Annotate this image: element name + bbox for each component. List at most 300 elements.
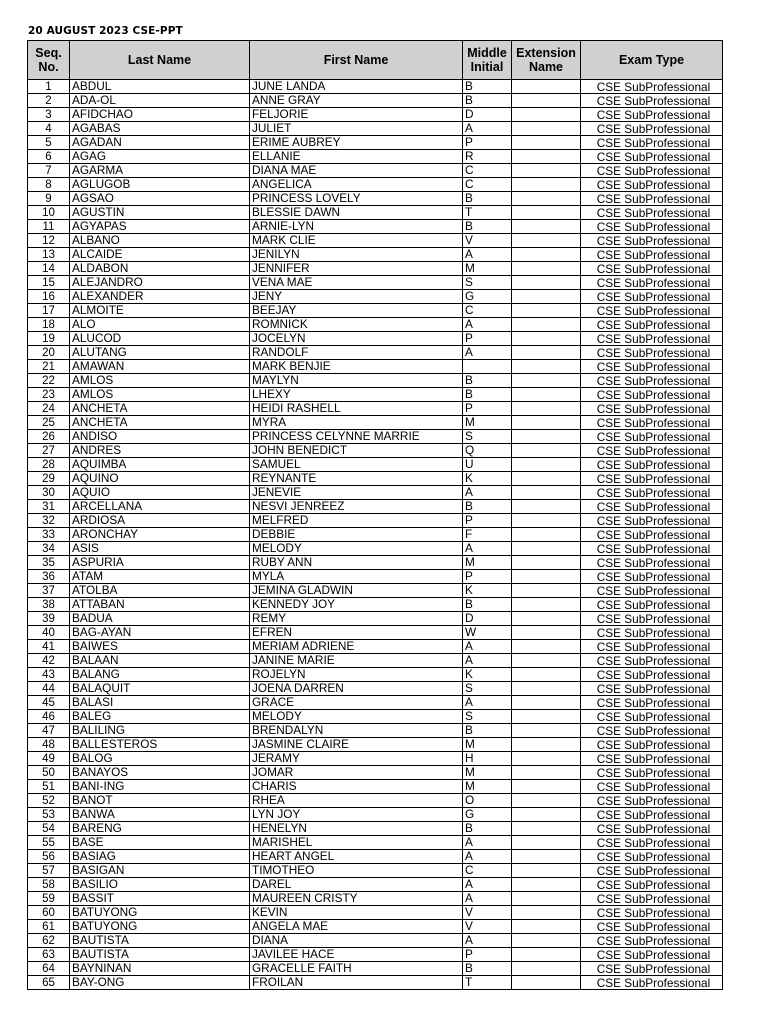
table-row	[28, 262, 723, 276]
first-name-cell: VENA MAE	[250, 276, 463, 290]
exam-type-cell: CSE SubProfessional	[581, 850, 723, 864]
table-row	[28, 304, 723, 318]
table-row	[28, 836, 723, 850]
first-name-cell: JEMINA GLADWIN	[250, 584, 463, 598]
exam-type-cell: CSE SubProfessional	[581, 752, 723, 766]
seq-cell: 29	[28, 472, 70, 486]
extension-name-cell	[512, 430, 581, 444]
extension-name-cell	[512, 318, 581, 332]
exam-type-cell: CSE SubProfessional	[581, 500, 723, 514]
extension-name-cell	[512, 94, 581, 108]
seq-cell: 54	[28, 822, 70, 836]
exam-type-cell: CSE SubProfessional	[581, 388, 723, 402]
header-first-name: First Name	[250, 41, 463, 80]
header-seq-line1: Seq.	[35, 46, 62, 60]
seq-cell: 12	[28, 234, 70, 248]
exam-type-cell: CSE SubProfessional	[581, 976, 723, 990]
first-name-cell: JUNE LANDA	[250, 80, 463, 94]
table-row	[28, 444, 723, 458]
seq-cell: 5	[28, 136, 70, 150]
extension-name-cell	[512, 136, 581, 150]
middle-initial-cell: M	[463, 416, 512, 430]
last-name-cell: AQUINO	[70, 472, 250, 486]
last-name-cell: AQUIMBA	[70, 458, 250, 472]
middle-initial-cell: M	[463, 262, 512, 276]
table-row	[28, 808, 723, 822]
seq-cell: 21	[28, 360, 70, 374]
middle-initial-cell: P	[463, 402, 512, 416]
extension-name-cell	[512, 794, 581, 808]
exam-type-cell: CSE SubProfessional	[581, 682, 723, 696]
last-name-cell: BASIAG	[70, 850, 250, 864]
seq-cell: 44	[28, 682, 70, 696]
first-name-cell: JOCELYN	[250, 332, 463, 346]
first-name-cell: ARNIE-LYN	[250, 220, 463, 234]
last-name-cell: AGARMA	[70, 164, 250, 178]
table-row	[28, 458, 723, 472]
middle-initial-cell: A	[463, 346, 512, 360]
middle-initial-cell: A	[463, 654, 512, 668]
extension-name-cell	[512, 626, 581, 640]
table-row	[28, 542, 723, 556]
table-row	[28, 906, 723, 920]
middle-initial-cell: M	[463, 738, 512, 752]
extension-name-cell	[512, 920, 581, 934]
middle-initial-cell: C	[463, 304, 512, 318]
last-name-cell: ANDRES	[70, 444, 250, 458]
exam-type-cell: CSE SubProfessional	[581, 948, 723, 962]
extension-name-cell	[512, 934, 581, 948]
extension-name-cell	[512, 752, 581, 766]
extension-name-cell	[512, 654, 581, 668]
extension-name-cell	[512, 892, 581, 906]
exam-type-cell: CSE SubProfessional	[581, 192, 723, 206]
seq-cell: 53	[28, 808, 70, 822]
extension-name-cell	[512, 458, 581, 472]
table-row	[28, 864, 723, 878]
last-name-cell: ATOLBA	[70, 584, 250, 598]
extension-name-cell	[512, 640, 581, 654]
exam-type-cell: CSE SubProfessional	[581, 934, 723, 948]
extension-name-cell	[512, 976, 581, 990]
seq-cell: 23	[28, 388, 70, 402]
last-name-cell: AFIDCHAO	[70, 108, 250, 122]
extension-name-cell	[512, 766, 581, 780]
exam-type-cell: CSE SubProfessional	[581, 150, 723, 164]
middle-initial-cell: B	[463, 374, 512, 388]
first-name-cell: REMY	[250, 612, 463, 626]
seq-cell: 39	[28, 612, 70, 626]
table-row	[28, 570, 723, 584]
last-name-cell: BALILING	[70, 724, 250, 738]
middle-initial-cell: C	[463, 164, 512, 178]
first-name-cell: LYN JOY	[250, 808, 463, 822]
table-row	[28, 696, 723, 710]
last-name-cell: AGYAPAS	[70, 220, 250, 234]
first-name-cell: MARK CLIE	[250, 234, 463, 248]
first-name-cell: NESVI JENREEZ	[250, 500, 463, 514]
table-row	[28, 976, 723, 990]
table-row	[28, 430, 723, 444]
exam-type-cell: CSE SubProfessional	[581, 178, 723, 192]
exam-type-cell: CSE SubProfessional	[581, 318, 723, 332]
header-extension-name	[512, 41, 581, 80]
table-row	[28, 192, 723, 206]
table-row	[28, 346, 723, 360]
exam-type-cell: CSE SubProfessional	[581, 248, 723, 262]
table-row	[28, 640, 723, 654]
middle-initial-cell: S	[463, 276, 512, 290]
seq-cell: 4	[28, 122, 70, 136]
first-name-cell: JOHN BENEDICT	[250, 444, 463, 458]
seq-cell: 22	[28, 374, 70, 388]
middle-initial-cell	[463, 360, 512, 374]
last-name-cell: ARONCHAY	[70, 528, 250, 542]
first-name-cell: KEVIN	[250, 906, 463, 920]
table-row	[28, 780, 723, 794]
first-name-cell: MARK BENJIE	[250, 360, 463, 374]
last-name-cell: BAIWES	[70, 640, 250, 654]
seq-cell: 16	[28, 290, 70, 304]
first-name-cell: LHEXY	[250, 388, 463, 402]
last-name-cell: BAUTISTA	[70, 934, 250, 948]
exam-type-cell: CSE SubProfessional	[581, 906, 723, 920]
extension-name-cell	[512, 528, 581, 542]
table-row	[28, 388, 723, 402]
first-name-cell: MELODY	[250, 710, 463, 724]
middle-initial-cell: K	[463, 668, 512, 682]
last-name-cell: BATUYONG	[70, 906, 250, 920]
last-name-cell: ANCHETA	[70, 416, 250, 430]
table-row	[28, 920, 723, 934]
exam-type-cell: CSE SubProfessional	[581, 542, 723, 556]
last-name-cell: BATUYONG	[70, 920, 250, 934]
extension-name-cell	[512, 360, 581, 374]
exam-type-cell: CSE SubProfessional	[581, 836, 723, 850]
seq-cell: 11	[28, 220, 70, 234]
last-name-cell: BANWA	[70, 808, 250, 822]
first-name-cell: ANGELICA	[250, 178, 463, 192]
exam-type-cell: CSE SubProfessional	[581, 346, 723, 360]
last-name-cell: BALASI	[70, 696, 250, 710]
last-name-cell: AQUIO	[70, 486, 250, 500]
table-row	[28, 556, 723, 570]
table-row	[28, 962, 723, 976]
middle-initial-cell: S	[463, 710, 512, 724]
last-name-cell: AGABAS	[70, 122, 250, 136]
middle-initial-cell: B	[463, 220, 512, 234]
seq-cell: 32	[28, 514, 70, 528]
seq-cell: 33	[28, 528, 70, 542]
seq-cell: 59	[28, 892, 70, 906]
table-row	[28, 668, 723, 682]
extension-name-cell	[512, 878, 581, 892]
middle-initial-cell: K	[463, 584, 512, 598]
last-name-cell: ARDIOSA	[70, 514, 250, 528]
middle-initial-cell: V	[463, 234, 512, 248]
seq-cell: 6	[28, 150, 70, 164]
seq-cell: 63	[28, 948, 70, 962]
extension-name-cell	[512, 780, 581, 794]
header-seq-line2: No.	[38, 60, 59, 74]
exam-type-cell: CSE SubProfessional	[581, 528, 723, 542]
document-title: 20 AUGUST 2023 CSE-PPT	[28, 25, 183, 37]
seq-cell: 60	[28, 906, 70, 920]
first-name-cell: FROILAN	[250, 976, 463, 990]
first-name-cell: HENELYN	[250, 822, 463, 836]
seq-cell: 61	[28, 920, 70, 934]
last-name-cell: BASSIT	[70, 892, 250, 906]
middle-initial-cell: T	[463, 206, 512, 220]
seq-cell: 2	[28, 94, 70, 108]
last-name-cell: ADA-OL	[70, 94, 250, 108]
seq-cell: 55	[28, 836, 70, 850]
first-name-cell: ELLANIE	[250, 150, 463, 164]
extension-name-cell	[512, 850, 581, 864]
first-name-cell: DIANA MAE	[250, 164, 463, 178]
table-row	[28, 80, 723, 94]
exam-type-cell: CSE SubProfessional	[581, 598, 723, 612]
table-row	[28, 220, 723, 234]
seq-cell: 28	[28, 458, 70, 472]
first-name-cell: JANINE MARIE	[250, 654, 463, 668]
extension-name-cell	[512, 668, 581, 682]
first-name-cell: JENY	[250, 290, 463, 304]
exam-type-cell: CSE SubProfessional	[581, 920, 723, 934]
middle-initial-cell: H	[463, 752, 512, 766]
first-name-cell: BEEJAY	[250, 304, 463, 318]
middle-initial-cell: A	[463, 122, 512, 136]
last-name-cell: ABDUL	[70, 80, 250, 94]
last-name-cell: BASILIO	[70, 878, 250, 892]
extension-name-cell	[512, 192, 581, 206]
middle-initial-cell: A	[463, 892, 512, 906]
extension-name-cell	[512, 416, 581, 430]
last-name-cell: AGSAO	[70, 192, 250, 206]
first-name-cell: JOMAR	[250, 766, 463, 780]
middle-initial-cell: Q	[463, 444, 512, 458]
extension-name-cell	[512, 178, 581, 192]
seq-cell: 3	[28, 108, 70, 122]
last-name-cell: AGAG	[70, 150, 250, 164]
last-name-cell: BAYNINAN	[70, 962, 250, 976]
extension-name-cell	[512, 948, 581, 962]
extension-name-cell	[512, 710, 581, 724]
extension-name-cell	[512, 598, 581, 612]
last-name-cell: AGUSTIN	[70, 206, 250, 220]
extension-name-cell	[512, 220, 581, 234]
first-name-cell: HEART ANGEL	[250, 850, 463, 864]
first-name-cell: MYRA	[250, 416, 463, 430]
first-name-cell: MELODY	[250, 542, 463, 556]
table-row	[28, 290, 723, 304]
header-last-name: Last Name	[70, 41, 250, 80]
middle-initial-cell: K	[463, 472, 512, 486]
table-row	[28, 178, 723, 192]
extension-name-cell	[512, 402, 581, 416]
middle-initial-cell: W	[463, 626, 512, 640]
middle-initial-cell: F	[463, 528, 512, 542]
first-name-cell: REYNANTE	[250, 472, 463, 486]
last-name-cell: BALLESTEROS	[70, 738, 250, 752]
exam-type-cell: CSE SubProfessional	[581, 136, 723, 150]
middle-initial-cell: R	[463, 150, 512, 164]
exam-type-cell: CSE SubProfessional	[581, 556, 723, 570]
middle-initial-cell: A	[463, 934, 512, 948]
extension-name-cell	[512, 584, 581, 598]
exam-type-cell: CSE SubProfessional	[581, 878, 723, 892]
table-row	[28, 654, 723, 668]
seq-cell: 8	[28, 178, 70, 192]
exam-type-cell: CSE SubProfessional	[581, 640, 723, 654]
first-name-cell: RANDOLF	[250, 346, 463, 360]
last-name-cell: BALOG	[70, 752, 250, 766]
exam-type-cell: CSE SubProfessional	[581, 262, 723, 276]
last-name-cell: AMLOS	[70, 374, 250, 388]
examinee-table	[27, 40, 723, 990]
table-row	[28, 752, 723, 766]
extension-name-cell	[512, 234, 581, 248]
first-name-cell: HEIDI RASHELL	[250, 402, 463, 416]
exam-type-cell: CSE SubProfessional	[581, 430, 723, 444]
middle-initial-cell: G	[463, 808, 512, 822]
exam-type-cell: CSE SubProfessional	[581, 710, 723, 724]
middle-initial-cell: O	[463, 794, 512, 808]
header-extension-line2: Name	[528, 60, 564, 74]
extension-name-cell	[512, 514, 581, 528]
exam-type-cell: CSE SubProfessional	[581, 962, 723, 976]
first-name-cell: DAREL	[250, 878, 463, 892]
seq-cell: 56	[28, 850, 70, 864]
exam-type-cell: CSE SubProfessional	[581, 514, 723, 528]
last-name-cell: ALUTANG	[70, 346, 250, 360]
table-row	[28, 150, 723, 164]
first-name-cell: KENNEDY JOY	[250, 598, 463, 612]
first-name-cell: MYLA	[250, 570, 463, 584]
last-name-cell: BALAQUIT	[70, 682, 250, 696]
first-name-cell: ROJELYN	[250, 668, 463, 682]
table-row	[28, 724, 723, 738]
seq-cell: 24	[28, 402, 70, 416]
middle-initial-cell: A	[463, 318, 512, 332]
seq-cell: 50	[28, 766, 70, 780]
last-name-cell: ALO	[70, 318, 250, 332]
header-middle-line1: Middle	[467, 46, 507, 60]
seq-cell: 62	[28, 934, 70, 948]
seq-cell: 64	[28, 962, 70, 976]
exam-type-cell: CSE SubProfessional	[581, 80, 723, 94]
table-row	[28, 850, 723, 864]
middle-initial-cell: V	[463, 906, 512, 920]
middle-initial-cell: B	[463, 80, 512, 94]
last-name-cell: BADUA	[70, 612, 250, 626]
table-row	[28, 122, 723, 136]
first-name-cell: PRINCESS LOVELY	[250, 192, 463, 206]
middle-initial-cell: P	[463, 136, 512, 150]
seq-cell: 40	[28, 626, 70, 640]
last-name-cell: AGADAN	[70, 136, 250, 150]
middle-initial-cell: A	[463, 640, 512, 654]
middle-initial-cell: M	[463, 780, 512, 794]
table-row	[28, 318, 723, 332]
last-name-cell: BAY-ONG	[70, 976, 250, 990]
exam-type-cell: CSE SubProfessional	[581, 164, 723, 178]
middle-initial-cell: C	[463, 178, 512, 192]
middle-initial-cell: U	[463, 458, 512, 472]
last-name-cell: AMAWAN	[70, 360, 250, 374]
last-name-cell: ALMOITE	[70, 304, 250, 318]
exam-type-cell: CSE SubProfessional	[581, 696, 723, 710]
table-header	[28, 41, 723, 80]
exam-type-cell: CSE SubProfessional	[581, 724, 723, 738]
extension-name-cell	[512, 962, 581, 976]
extension-name-cell	[512, 682, 581, 696]
exam-type-cell: CSE SubProfessional	[581, 570, 723, 584]
first-name-cell: RUBY ANN	[250, 556, 463, 570]
table-row	[28, 738, 723, 752]
middle-initial-cell: A	[463, 696, 512, 710]
middle-initial-cell: P	[463, 332, 512, 346]
table-row	[28, 766, 723, 780]
table-row	[28, 136, 723, 150]
exam-type-cell: CSE SubProfessional	[581, 892, 723, 906]
middle-initial-cell: B	[463, 94, 512, 108]
table-row	[28, 612, 723, 626]
table-row	[28, 822, 723, 836]
first-name-cell: ROMNICK	[250, 318, 463, 332]
exam-type-cell: CSE SubProfessional	[581, 374, 723, 388]
first-name-cell: JASMINE CLAIRE	[250, 738, 463, 752]
table-row	[28, 164, 723, 178]
first-name-cell: JULIET	[250, 122, 463, 136]
exam-type-cell: CSE SubProfessional	[581, 360, 723, 374]
exam-type-cell: CSE SubProfessional	[581, 808, 723, 822]
seq-cell: 65	[28, 976, 70, 990]
exam-type-cell: CSE SubProfessional	[581, 332, 723, 346]
table-row	[28, 94, 723, 108]
seq-cell: 9	[28, 192, 70, 206]
last-name-cell: ATTABAN	[70, 598, 250, 612]
seq-cell: 15	[28, 276, 70, 290]
first-name-cell: JENNIFER	[250, 262, 463, 276]
seq-cell: 7	[28, 164, 70, 178]
middle-initial-cell: B	[463, 724, 512, 738]
header-seq-no	[28, 41, 70, 80]
exam-type-cell: CSE SubProfessional	[581, 472, 723, 486]
table-row	[28, 500, 723, 514]
table-row	[28, 416, 723, 430]
table-row	[28, 514, 723, 528]
first-name-cell: ANNE GRAY	[250, 94, 463, 108]
last-name-cell: ARCELLANA	[70, 500, 250, 514]
last-name-cell: BARENG	[70, 822, 250, 836]
exam-type-cell: CSE SubProfessional	[581, 108, 723, 122]
first-name-cell: JENEVIE	[250, 486, 463, 500]
seq-cell: 35	[28, 556, 70, 570]
seq-cell: 1	[28, 80, 70, 94]
exam-type-cell: CSE SubProfessional	[581, 94, 723, 108]
extension-name-cell	[512, 738, 581, 752]
exam-type-cell: CSE SubProfessional	[581, 416, 723, 430]
seq-cell: 43	[28, 668, 70, 682]
last-name-cell: BALEG	[70, 710, 250, 724]
seq-cell: 38	[28, 598, 70, 612]
first-name-cell: JOENA DARREN	[250, 682, 463, 696]
last-name-cell: BALAAN	[70, 654, 250, 668]
middle-initial-cell: C	[463, 864, 512, 878]
table-row	[28, 374, 723, 388]
exam-type-cell: CSE SubProfessional	[581, 794, 723, 808]
